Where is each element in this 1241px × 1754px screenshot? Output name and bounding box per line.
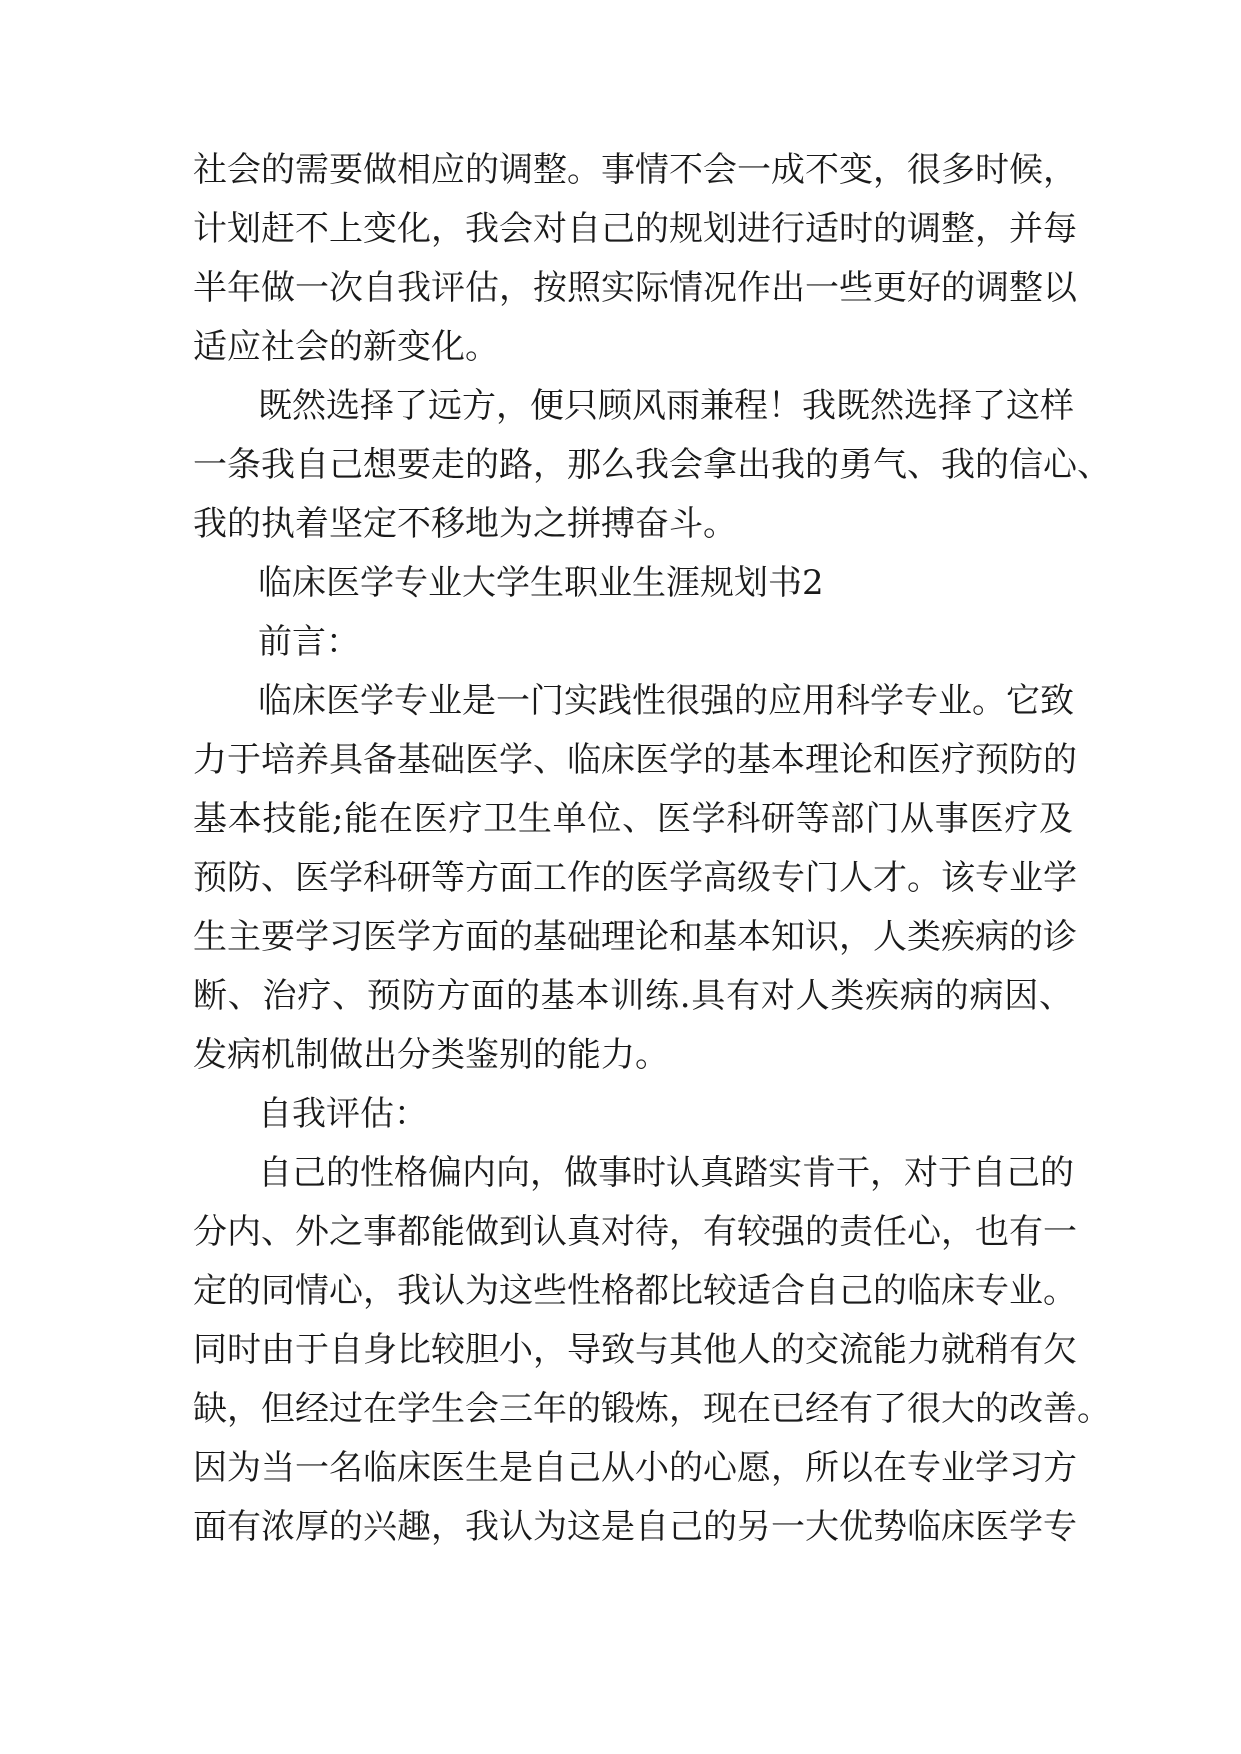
text-line: 缺，但经过在学生会三年的锻炼，现在已经有了很大的改善。 [193,1389,1111,1429]
text-line: 定的同情心，我认为这些性格都比较适合自己的临床专业。 [193,1271,1077,1311]
text-line: 一条我自己想要走的路，那么我会拿出我的勇气、我的信心、 [193,445,1111,485]
text-line: 力于培养具备基础医学、临床医学的基本理论和医疗预防的 [193,740,1077,780]
section-heading: 临床医学专业大学生职业生涯规划书2 [258,563,824,603]
text-line: 分内、外之事都能做到认真对待，有较强的责任心，也有一 [193,1212,1077,1252]
text-line: 半年做一次自我评估，按照实际情况作出一些更好的调整以 [193,268,1077,308]
text-line: 因为当一名临床医生是自己从小的心愿，所以在专业学习方 [193,1448,1077,1488]
text-line: 计划赶不上变化，我会对自己的规划进行适时的调整，并每 [193,209,1077,249]
text-line: 面有浓厚的兴趣，我认为这是自己的另一大优势临床医学专 [193,1507,1077,1547]
text-line: 同时由于自身比较胆小，导致与其他人的交流能力就稍有欠 [193,1330,1077,1370]
text-line: 基本技能;能在医疗卫生单位、医学科研等部门从事医疗及 [193,799,1073,839]
text-line: 适应社会的新变化。 [193,327,499,367]
text-line: 社会的需要做相应的调整。事情不会一成不变，很多时候， [193,150,1077,190]
section-heading: 前言： [258,622,360,662]
text-line: 我的执着坚定不移地为之拼搏奋斗。 [193,504,737,544]
text-line: 发病机制做出分类鉴别的能力。 [193,1035,669,1075]
text-line: 既然选择了远方，便只顾风雨兼程！我既然选择了这样 [258,386,1074,426]
text-line: 断、治疗、预防方面的基本训练.具有对人类疾病的病因、 [193,976,1073,1016]
text-line: 生主要学习医学方面的基础理论和基本知识，人类疾病的诊 [193,917,1077,957]
text-line: 自己的性格偏内向，做事时认真踏实肯干，对于自己的 [258,1153,1074,1193]
section-heading: 自我评估： [258,1094,428,1134]
text-line: 预防、医学科研等方面工作的医学高级专门人才。该专业学 [193,858,1077,898]
text-line: 临床医学专业是一门实践性很强的应用科学专业。它致 [258,681,1074,721]
